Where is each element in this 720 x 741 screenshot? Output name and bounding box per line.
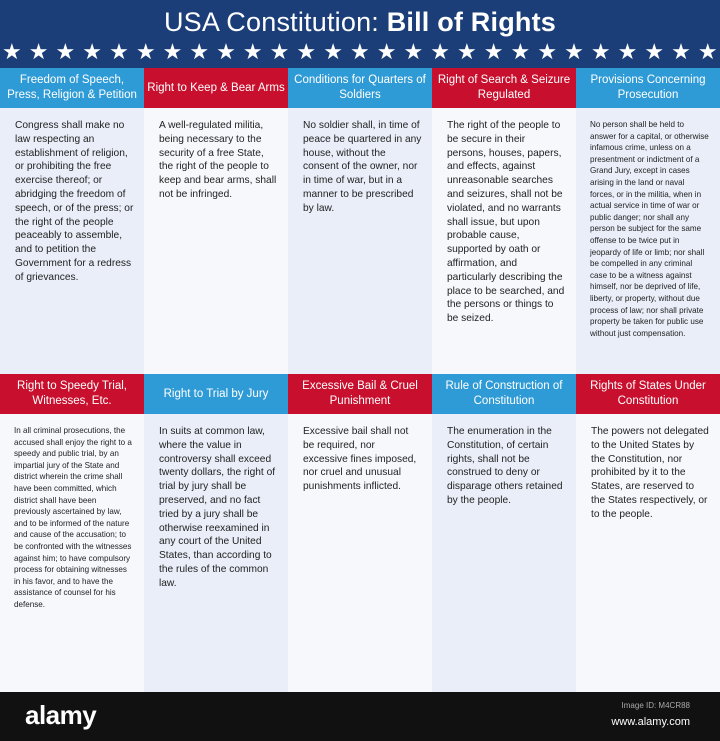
star-icon: ★	[349, 39, 370, 64]
site-url: www.alamy.com	[611, 716, 690, 728]
amendment-9-heading: Rule of Construction of Constitution	[432, 374, 576, 414]
amendment-3-card	[288, 68, 432, 374]
star-icon: ★	[564, 39, 584, 64]
title-bold: Bill of Rights	[386, 7, 556, 37]
amendment-6-card	[0, 374, 144, 692]
star-icon: ★	[296, 39, 317, 64]
amendment-7-card	[144, 374, 288, 692]
amendments-row-2	[0, 374, 720, 692]
star-icon: ★	[510, 39, 531, 64]
footer-bar	[0, 692, 720, 741]
amendment-4-card	[432, 68, 576, 374]
amendment-5-card	[576, 68, 720, 374]
star-icon: ★	[216, 39, 236, 64]
image-id: Image ID: M4CR88	[621, 701, 690, 710]
amendment-8-heading: Excessive Bail & Cruel Punishment	[288, 374, 432, 414]
star-icon: ★	[28, 39, 49, 64]
amendment-4-heading: Right of Search & Seizure Regulated	[432, 68, 576, 108]
amendment-6-text: In all criminal prosecutions, the accused shall enjoy the right to a speedy and public trial, by an impartial jury of the State and district wherein the crime shall have been committed, which district shall have been previously ascertained by law, and to be informed of the nature and cause of the accusation; to be confronted with the witnesses against him; to have compulsory process for obtaining witnesses in his favor, and to have the assistance of counsel for his defense.	[14, 426, 132, 609]
star-icon: ★	[483, 39, 504, 64]
amendment-1-heading: Freedom of Speech, Press, Religion & Petition	[0, 68, 144, 108]
amendment-8-text: Excessive bail shall not be required, nor excessive fines imposed, nor cruel and unusual punishments inflicted.	[303, 426, 417, 493]
amendment-7-text: In suits at common law, where the value in controversy shall exceed twenty dollars, the right of trial by jury shall be preserved, and no fact tried by a jury shall be otherwise reexamined in any court of the United States, than according to the rules of the common law.	[159, 426, 276, 589]
star-icon: ★	[135, 39, 156, 64]
amendment-2-heading: Right to Keep & Bear Arms	[144, 68, 288, 108]
amendment-4-text: The right of the people to be secure in their persons, houses, papers, and effects, against unreasonable searches and seizures, shall not be violated, and no warrants shall issue, but upon probable cause, supported by oath or affirmation, and particularly describing the place to be searched, and the persons or things to be seized.	[447, 120, 565, 325]
amendment-9-text: The enumeration in the Constitution, of certain rights, shall not be construed to deny or disparage others retained by the people.	[447, 426, 563, 506]
star-icon: ★	[162, 39, 183, 64]
star-icon: ★	[457, 39, 477, 64]
page-title	[0, 4, 720, 40]
amendment-5-heading: Provisions Concerning Prosecution	[576, 68, 720, 108]
star-icon: ★	[671, 39, 691, 64]
amendment-10-text: The powers not delegated to the United States by the Constitution, nor prohibited by it to the States, are reserved to the States respectively, or to the people.	[591, 426, 709, 520]
amendment-7-heading: Right to Trial by Jury	[144, 374, 288, 414]
star-icon: ★	[403, 39, 424, 64]
footer-logo: alamy	[25, 700, 97, 730]
star-icon: ★	[2, 39, 22, 64]
header-banner	[0, 0, 720, 68]
amendment-8-card	[288, 374, 432, 692]
title-regular: USA Constitution:	[163, 7, 387, 37]
stars-row	[0, 40, 720, 64]
amendment-3-text: No soldier shall, in time of peace be quartered in any house, without the consent of the owner, nor in time of war, but in a manner to be prescribed by law.	[303, 120, 422, 214]
star-icon: ★	[55, 39, 76, 64]
amendments-row-1	[0, 68, 720, 374]
amendment-5-text: No person shall be held to answer for a capital, or otherwise infamous crime, unless on a presentment or indictment of a Grand Jury, except in cases arising in the land or naval forces, or in the militia, when in actual service in time of war or public danger; nor shall any person be subject for the same offense to be twice put in jeopardy of life or limb; nor shall be compelled in any criminal case to be a witness against himself, nor be deprived of life, liberty, or property, without due process of law; nor shall private property be taken for public use without just compensation.	[590, 120, 709, 338]
star-icon: ★	[82, 39, 103, 64]
amendment-6-heading: Right to Speedy Trial, Witnesses, Etc.	[0, 374, 144, 414]
star-icon: ★	[590, 39, 611, 64]
star-icon: ★	[109, 39, 129, 64]
amendment-10-heading: Rights of States Under Constitution	[576, 374, 720, 414]
amendment-1-card	[0, 68, 144, 374]
amendments-grid	[0, 68, 720, 692]
star-icon: ★	[376, 39, 397, 64]
star-icon: ★	[269, 39, 290, 64]
amendment-10-card	[576, 374, 720, 692]
star-icon: ★	[430, 39, 450, 64]
star-icon: ★	[242, 39, 263, 64]
amendment-2-card	[144, 68, 288, 374]
amendment-3-heading: Conditions for Quarters of Soldiers	[288, 68, 432, 108]
star-icon: ★	[617, 39, 638, 64]
star-icon: ★	[644, 39, 665, 64]
amendment-9-card	[432, 374, 576, 692]
amendment-1-text: Congress shall make no law respecting an establishment of religion, or prohibiting the free exercise thereof; or abridging the freedom of speech, or of the press; or the right of the people peaceably to assemble, and to petition the Government for a redress of grievances.	[15, 120, 134, 283]
amendment-2-text: A well-regulated militia, being necessary to the security of a free State, the right of the people to keep and bear arms, shall not be infringed.	[159, 120, 277, 200]
star-icon: ★	[537, 39, 558, 64]
star-icon: ★	[323, 39, 343, 64]
star-icon: ★	[697, 39, 718, 64]
star-icon: ★	[189, 39, 210, 64]
